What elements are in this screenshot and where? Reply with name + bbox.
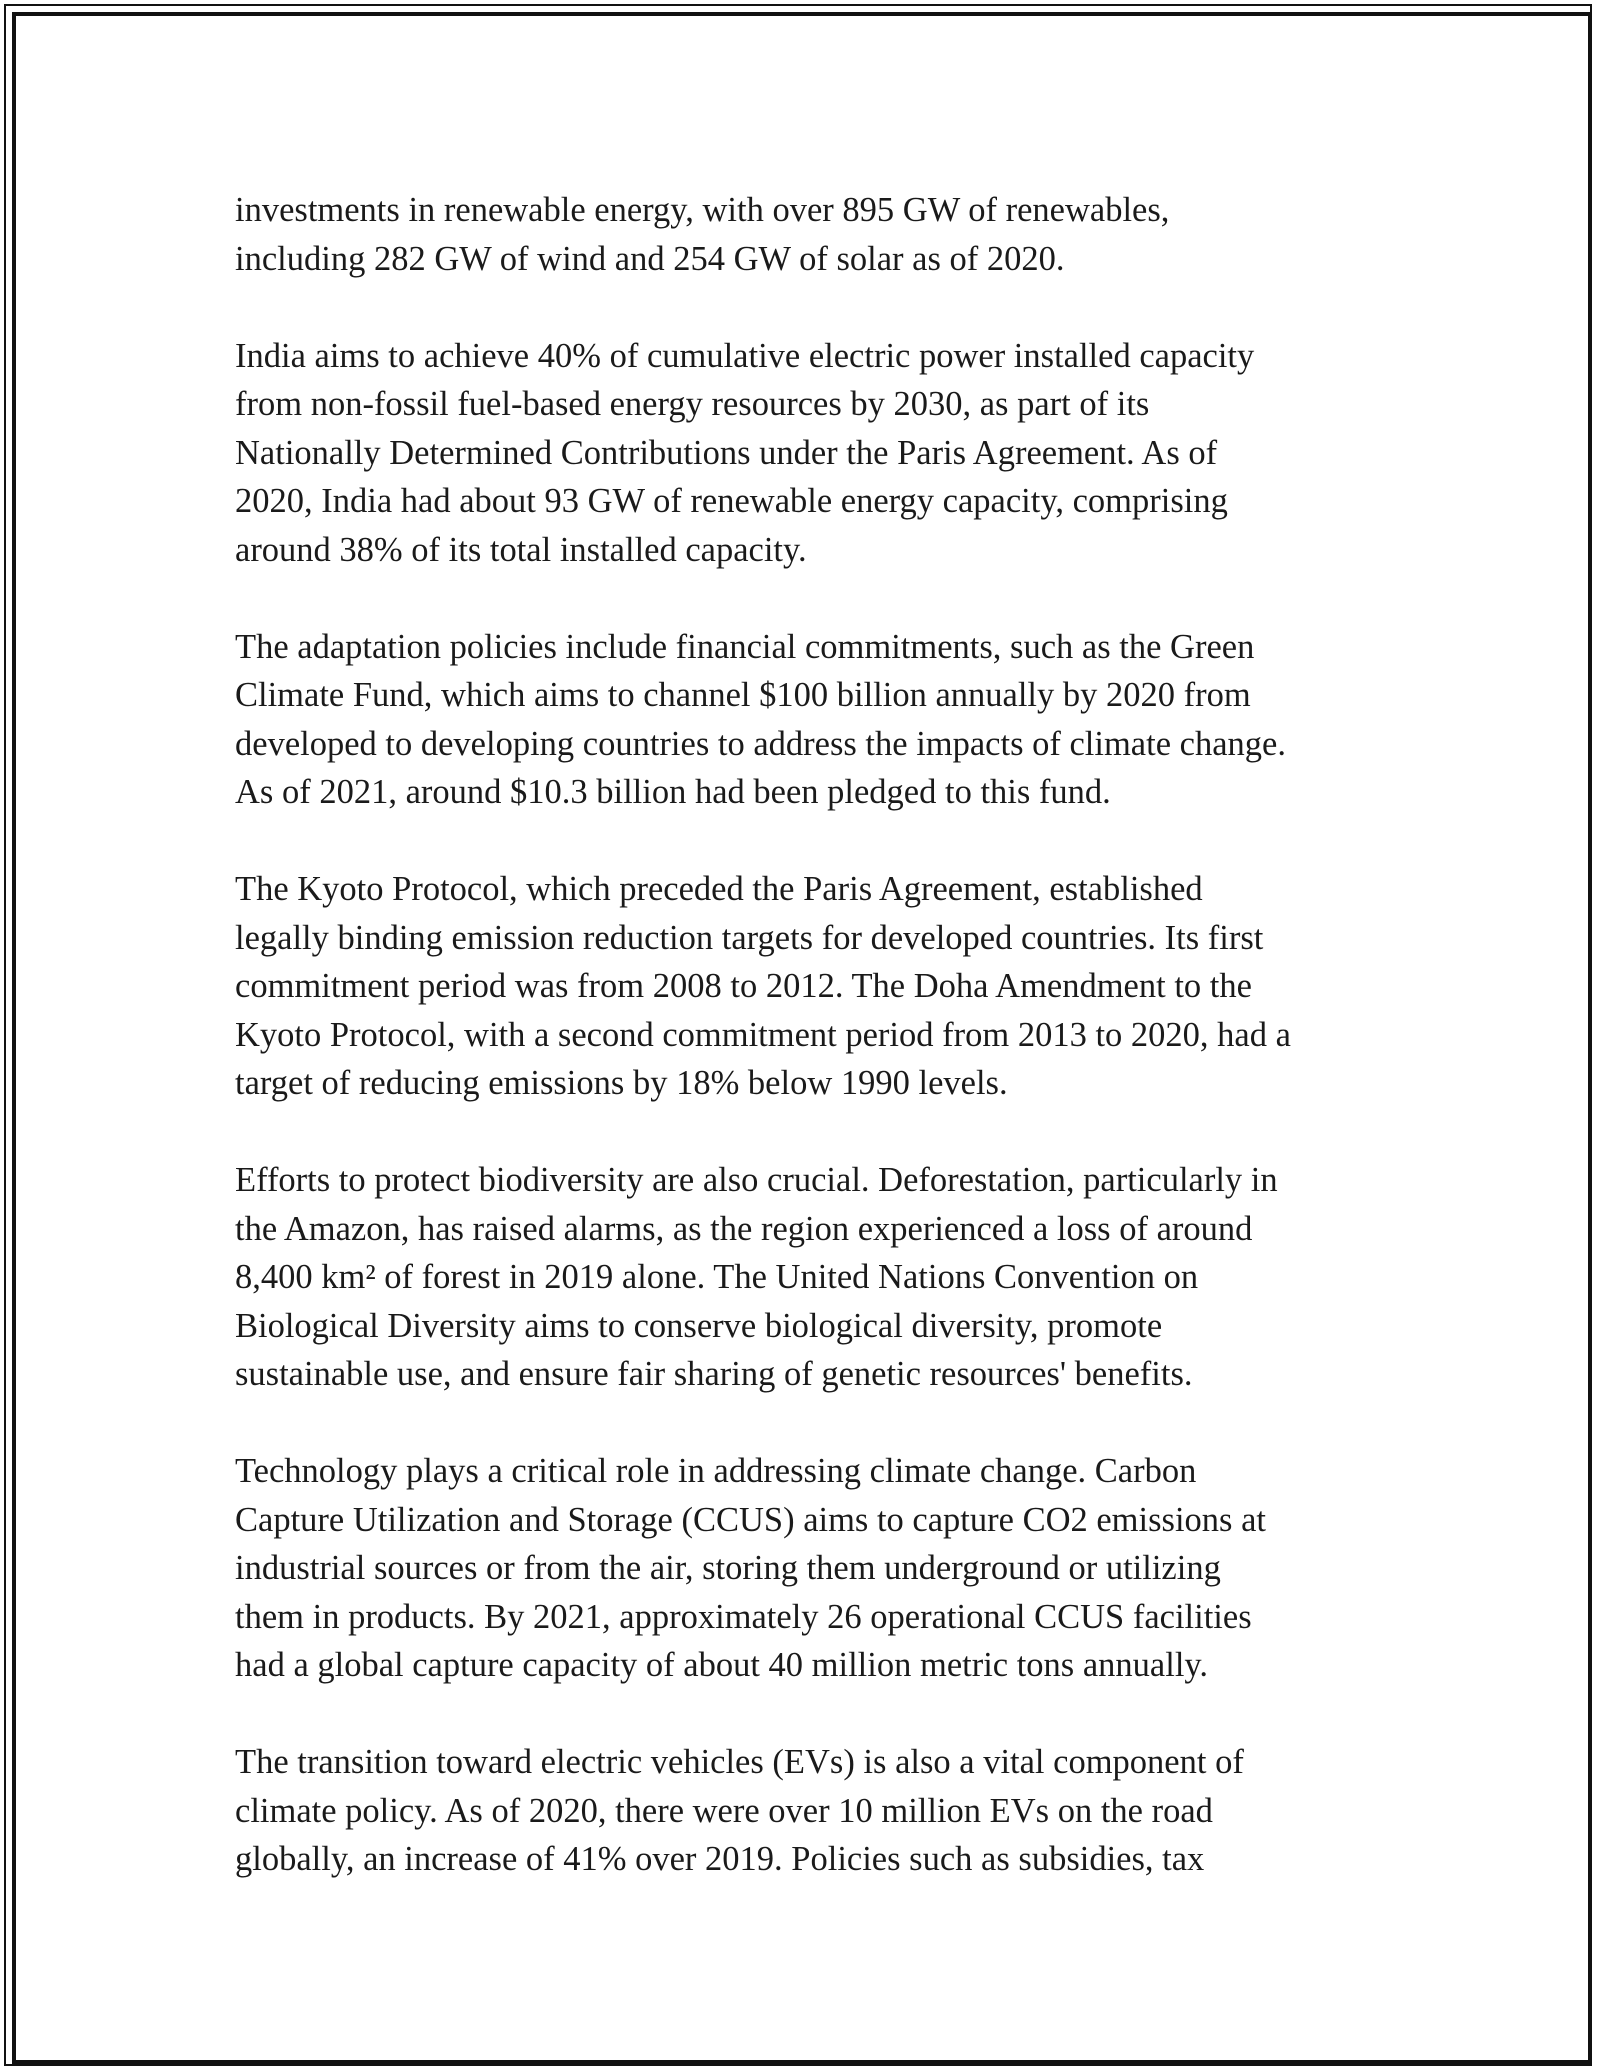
paragraph-electric-vehicles: The transition toward electric vehicles (EVs) is also a vital component of climate policy. As of 2020, there were over 10 million EVs on the road globally, an increase of 41% over 2019. Policies such as subsidies, tax (235, 1743, 1244, 1878)
paragraph-ccus-technology: Technology plays a critical role in addressing climate change. Carbon Capture Utilization and Storage (CCUS) aims to capture CO2 emissions at industrial sources or from the air, storing them underground or utilizing them in products. By 2021, approximately 26 operational CCUS facilities had a global capture capacity of about 40 million metric tons annually. (235, 1452, 1266, 1684)
document-body (235, 186, 1375, 1932)
paragraph-adaptation-policies: The adaptation policies include financial commitments, such as the Green Climate Fund, which aims to channel $100 billion annually by 2020 from developed to developing countries to address the impacts of climate change. As of 2021, around $10.3 billion had been pledged to this fund. (235, 627, 1286, 811)
paragraph-kyoto-protocol: The Kyoto Protocol, which preceded the Paris Agreement, established legally binding emission reduction targets for developed countries. Its first commitment period was from 2008 to 2012. The Doha Amendment to the Kyoto Protocol, with a second commitment period from 2013 to 2020, had a target of reducing emissions by 18% below 1990 levels. (235, 870, 1291, 1102)
paragraph-renewables-investment: investments in renewable energy, with over 895 GW of renewables, including 282 GW of wind and 254 GW of solar as of 2020. (235, 191, 1170, 278)
paragraph-biodiversity: Efforts to protect biodiversity are also crucial. Deforestation, particularly in the Amazon, has raised alarms, as the region experienced a loss of around 8,400 km² of forest in 2019 alone. The United Nations Convention on Biological Diversity aims to conserve biological diversity, promote sustainable use, and ensure fair sharing of genetic resources' benefits. (235, 1161, 1278, 1393)
paragraph-india-capacity: India aims to achieve 40% of cumulative electric power installed capacity from non-fossil fuel-based energy resources by 2030, as part of its Nationally Determined Contributions under the Paris Agreement. As of 2020, India had about 93 GW of renewable energy capacity, comprising around 38% of its total installed capacity. (235, 336, 1255, 569)
